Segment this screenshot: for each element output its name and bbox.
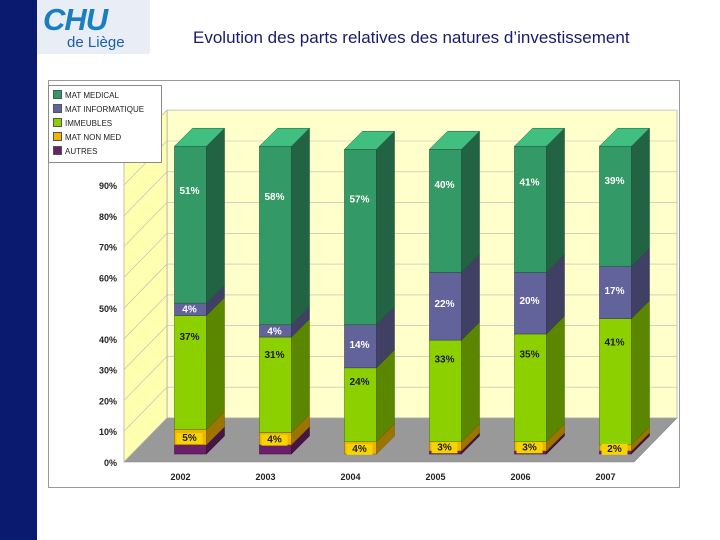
data-label-mat-non-med-2006: 3% — [522, 442, 537, 454]
y-tick-label: 20% — [98, 396, 117, 407]
data-label-immeubles-2004: 24% — [349, 377, 370, 389]
y-tick-label: 70% — [98, 242, 117, 253]
data-label-mat-non-med-2002: 5% — [182, 433, 197, 445]
data-label-immeubles-2002: 37% — [179, 331, 200, 343]
page-title: Evolution des parts relatives des natures d’investissement — [193, 28, 630, 47]
y-tick-label: 90% — [98, 181, 117, 191]
x-tick-label: 2005 — [425, 472, 446, 482]
y-tick-label: 10% — [98, 427, 117, 438]
data-label-immeubles-2006: 35% — [519, 349, 540, 361]
data-label-mat-medical-2002: 51% — [179, 186, 200, 198]
y-tick-label: 30% — [98, 365, 117, 376]
chart-legend — [48, 85, 162, 163]
bar-side-immeubles-2002 — [207, 298, 225, 430]
y-tick-label: 50% — [98, 304, 117, 315]
data-label-immeubles-2005: 33% — [434, 354, 455, 366]
legend-swatch — [53, 132, 62, 141]
legend-swatch — [53, 90, 62, 99]
x-tick-label: 2002 — [170, 472, 191, 482]
data-label-mat-non-med-2003: 4% — [267, 434, 282, 446]
bar-side-mat-medical-2005 — [462, 131, 480, 272]
data-label-mat-informatique-2007: 17% — [604, 285, 625, 297]
bar-side-mat-medical-2002 — [207, 128, 225, 303]
bar-autres-2003 — [260, 445, 292, 454]
y-tick-label: 0% — [103, 458, 117, 468]
data-label-mat-non-med-2007: 2% — [607, 443, 622, 455]
data-label-immeubles-2003: 31% — [264, 350, 285, 362]
bar-side-immeubles-2003 — [292, 319, 310, 432]
bar-mat-medical-2007 — [600, 146, 632, 266]
bar-side-mat-medical-2007 — [632, 128, 650, 266]
left-decorative-strip — [0, 0, 37, 540]
legend-label: MAT MEDICAL — [65, 91, 119, 100]
legend-item — [53, 146, 97, 158]
legend-swatch — [53, 146, 62, 155]
data-label-mat-medical-2005: 40% — [434, 179, 455, 191]
bar-mat-medical-2005 — [430, 149, 462, 272]
x-tick-label: 2003 — [255, 472, 276, 482]
data-label-mat-non-med-2005: 3% — [437, 442, 452, 454]
bar-side-mat-medical-2006 — [547, 128, 565, 272]
data-label-mat-informatique-2003: 4% — [267, 326, 282, 338]
bar-side-immeubles-2007 — [632, 301, 650, 445]
data-label-mat-medical-2007: 39% — [604, 175, 625, 187]
data-label-mat-non-med-2004: 4% — [352, 443, 367, 455]
bar-side-mat-medical-2004 — [377, 131, 395, 324]
data-label-mat-informatique-2002: 4% — [182, 304, 197, 316]
legend-item — [53, 132, 121, 144]
data-label-mat-informatique-2005: 22% — [434, 298, 455, 310]
data-label-immeubles-2007: 41% — [604, 337, 625, 349]
bar-side-immeubles-2006 — [547, 316, 565, 442]
x-tick-label: 2007 — [595, 472, 616, 482]
bar-mat-medical-2006 — [515, 146, 547, 272]
legend-label: MAT INFORMATIQUE — [65, 105, 145, 114]
legend-swatch — [53, 118, 62, 127]
x-tick-label: 2006 — [510, 472, 531, 482]
data-label-mat-medical-2004: 57% — [349, 194, 370, 206]
bar-mat-medical-2002 — [175, 146, 207, 303]
legend-label: AUTRES — [65, 147, 98, 156]
data-label-mat-informatique-2004: 14% — [349, 340, 370, 352]
legend-item — [53, 118, 112, 130]
legend-item — [53, 90, 119, 102]
y-tick-label: 40% — [98, 334, 117, 345]
bar-side-immeubles-2005 — [462, 322, 480, 442]
logo-main-text: CHU — [43, 2, 108, 37]
legend-label: MAT NON MED — [65, 133, 122, 142]
chu-liege-logo — [37, 0, 150, 54]
bar-mat-medical-2003 — [260, 146, 292, 325]
legend-label: IMMEUBLES — [65, 119, 113, 128]
y-tick-label: 80% — [98, 211, 117, 222]
data-label-mat-informatique-2006: 20% — [519, 296, 540, 308]
x-tick-label: 2004 — [340, 472, 361, 482]
data-label-mat-medical-2003: 58% — [264, 192, 285, 204]
data-label-mat-medical-2006: 41% — [519, 177, 540, 189]
bar-mat-medical-2004 — [345, 149, 377, 324]
logo-sub-text: de Liège — [67, 34, 125, 51]
y-tick-label: 60% — [98, 273, 117, 284]
bar-autres-2002 — [175, 445, 207, 454]
bar-side-mat-medical-2003 — [292, 128, 310, 325]
legend-swatch — [53, 104, 62, 113]
legend-item — [53, 104, 144, 116]
